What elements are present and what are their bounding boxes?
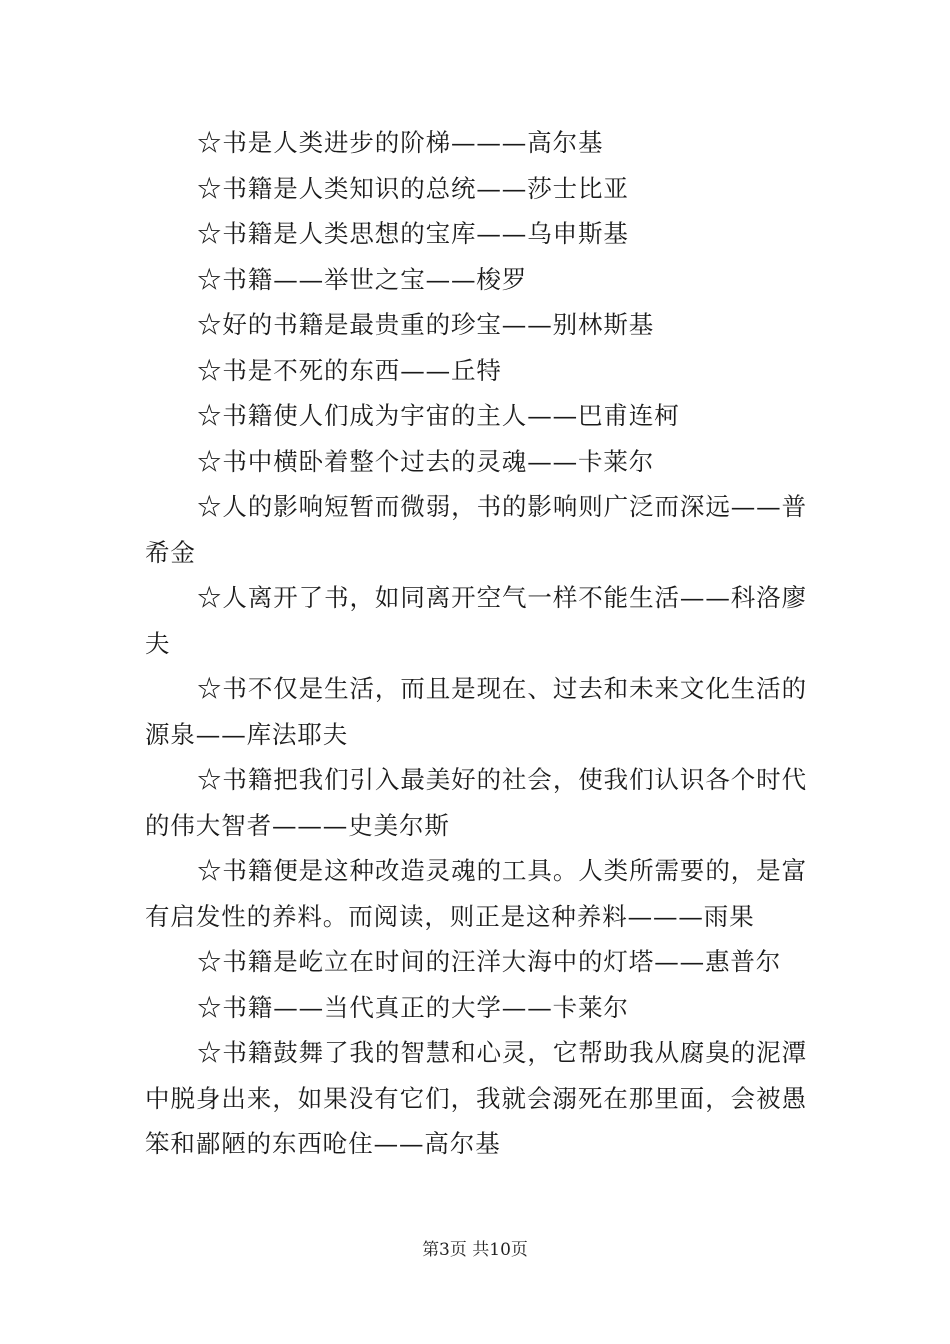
quote-list: [145, 120, 807, 1167]
quote-paragraph: ☆好的书籍是最贵重的珍宝——别林斯基: [197, 310, 655, 339]
quote-paragraph: ☆人的影响短暂而微弱，书的影响则广泛而深远——普希金: [145, 492, 807, 567]
quote-paragraph: ☆书籍便是这种改造灵魂的工具。人类所需要的，是富有启发性的养料。而阅读，则正是这种养料———雨果: [145, 856, 807, 931]
quote-paragraph: ☆书籍把我们引入最美好的社会，使我们认识各个时代的伟大智者———史美尔斯: [145, 765, 807, 840]
quote-paragraph: ☆书籍是人类知识的总统——莎士比亚: [197, 173, 629, 203]
quote-paragraph: ☆书籍——举世之宝——梭罗: [197, 264, 528, 294]
quote-paragraph: ☆书籍——当代真正的大学——卡莱尔: [197, 992, 629, 1022]
quote-paragraph: ☆书中横卧着整个过去的灵魂——卡莱尔: [197, 446, 655, 476]
quote-paragraph: ☆书籍是人类思想的宝库——乌申斯基: [197, 219, 629, 248]
page-number-footer: 第3页 共10页: [422, 1240, 528, 1260]
quote-paragraph: ☆人离开了书，如同离开空气一样不能生活——科洛廖夫: [145, 583, 807, 658]
quote-paragraph: ☆书是不死的东西——丘特: [197, 355, 502, 385]
quote-paragraph: ☆书籍使人们成为宇宙的主人——巴甫连柯: [197, 401, 680, 430]
quote-paragraph: ☆书籍鼓舞了我的智慧和心灵，它帮助我从腐臭的泥潭中脱身出来，如果没有它们，我就会溺死在那里面，会被愚笨和鄙陋的东西呛住——高尔基: [145, 1038, 807, 1158]
quote-paragraph: ☆书籍是屹立在时间的汪洋大海中的灯塔——惠普尔: [197, 947, 782, 976]
quote-paragraph: ☆书不仅是生活，而且是现在、过去和未来文化生活的源泉——库法耶夫: [145, 674, 807, 749]
quote-paragraph: ☆书是人类进步的阶梯———高尔基: [197, 128, 604, 157]
